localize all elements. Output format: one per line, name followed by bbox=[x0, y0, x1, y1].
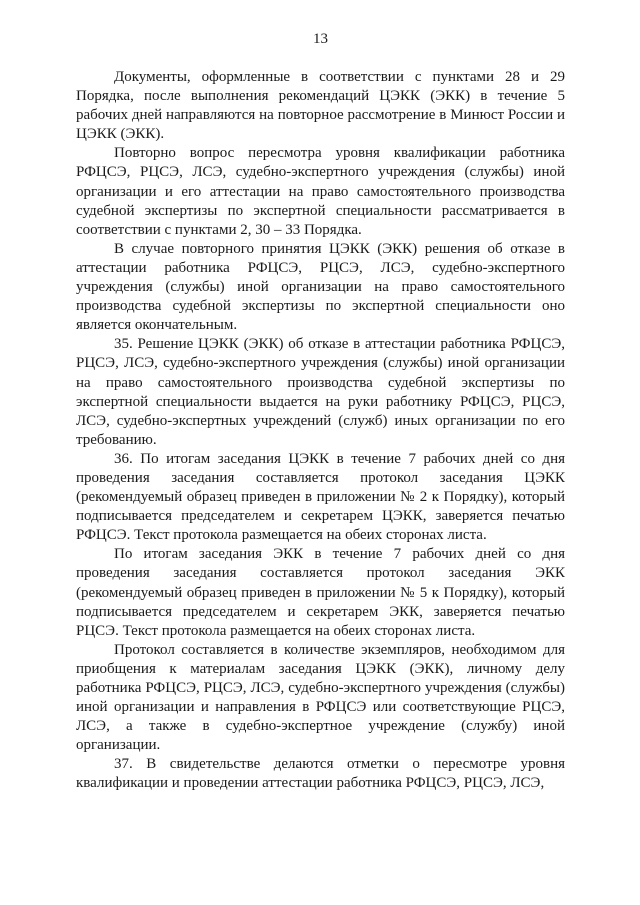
document-page bbox=[76, 30, 565, 794]
paragraph-item-35: 35. Решение ЦЭКК (ЭКК) об отказе в аттестации работника РФЦСЭ, РЦСЭ, ЛСЭ, судебно-экспертного учреждения (службы) иной организации на право самостоятельного производства судебной экспертизы по экспертной специальности выдается на руки работнику РФЦСЭ, РЦСЭ, ЛСЭ, судебно-экспертных учреждений (служб) иных организации по его требованию. bbox=[76, 336, 565, 448]
paragraph-item-37: 37. В свидетельстве делаются отметки о пересмотре уровня квалификации и проведении аттестации работника РФЦСЭ, РЦСЭ, ЛСЭ, bbox=[76, 756, 565, 792]
page-number: 13 bbox=[313, 31, 328, 47]
paragraph-protocol-copies: Протокол составляется в количестве экземпляров, необходимом для приобщения к материалам заседания ЦЭКК (ЭКК), личному делу работника РФЦСЭ, РЦСЭ, ЛСЭ, судебно-экспертного учреждения (службы) иной организации и направления в РФЦСЭ или соответствующие РЦСЭ, ЛСЭ, а также в судебно-экспертное учреждение (службу) иной организации. bbox=[76, 641, 565, 754]
paragraph-final-refusal: В случае повторного принятия ЦЭКК (ЭКК) решения об отказе в аттестации работника РФЦСЭ, РЦСЭ, ЛСЭ, судебно-экспертного учреждения (службы) иной организации на право самостоятельного производства судебной экспертизы по экспертной специальности оно является окончательным. bbox=[76, 240, 565, 334]
paragraph-ekk-protocol: По итогам заседания ЭКК в течение 7 рабочих дней со дня проведения заседания составляется протокол заседания ЭКК (рекомендуемый образец приведен в приложении № 5 к Порядку), который подписывается председателем и секретарем ЭКК, заверяется печатью РЦСЭ. Текст протокола размещается на обеих сторонах листа. bbox=[76, 546, 565, 639]
paragraph-repeat-review: Повторно вопрос пересмотра уровня квалификации работника РФЦСЭ, РЦСЭ, ЛСЭ, судебно-экспертного учреждения (службы) иной организации и его аттестации на право самостоятельного производства судебной экспертизы по экспертной специальности рассматривается в соответствии с пунктами 2, 30 – 33 Порядка. bbox=[76, 145, 565, 238]
paragraph-item-36: 36. По итогам заседания ЦЭКК в течение 7 рабочих дней со дня проведения заседания составляется протокол заседания ЦЭКК (рекомендуемый образец приведен в приложении № 2 к Порядку), который подписывается председателем и секретарем ЦЭКК, заверяется печатью РФЦСЭ. Текст протокола размещается на обеих сторонах листа. bbox=[76, 450, 565, 544]
paragraph-documents-resubmission: Документы, оформленные в соответствии с пунктами 28 и 29 Порядка, после выполнения рекомендаций ЦЭКК (ЭКК) в течение 5 рабочих дней направляются на повторное рассмотрение в Минюст России и ЦЭКК (ЭКК). bbox=[76, 69, 565, 143]
